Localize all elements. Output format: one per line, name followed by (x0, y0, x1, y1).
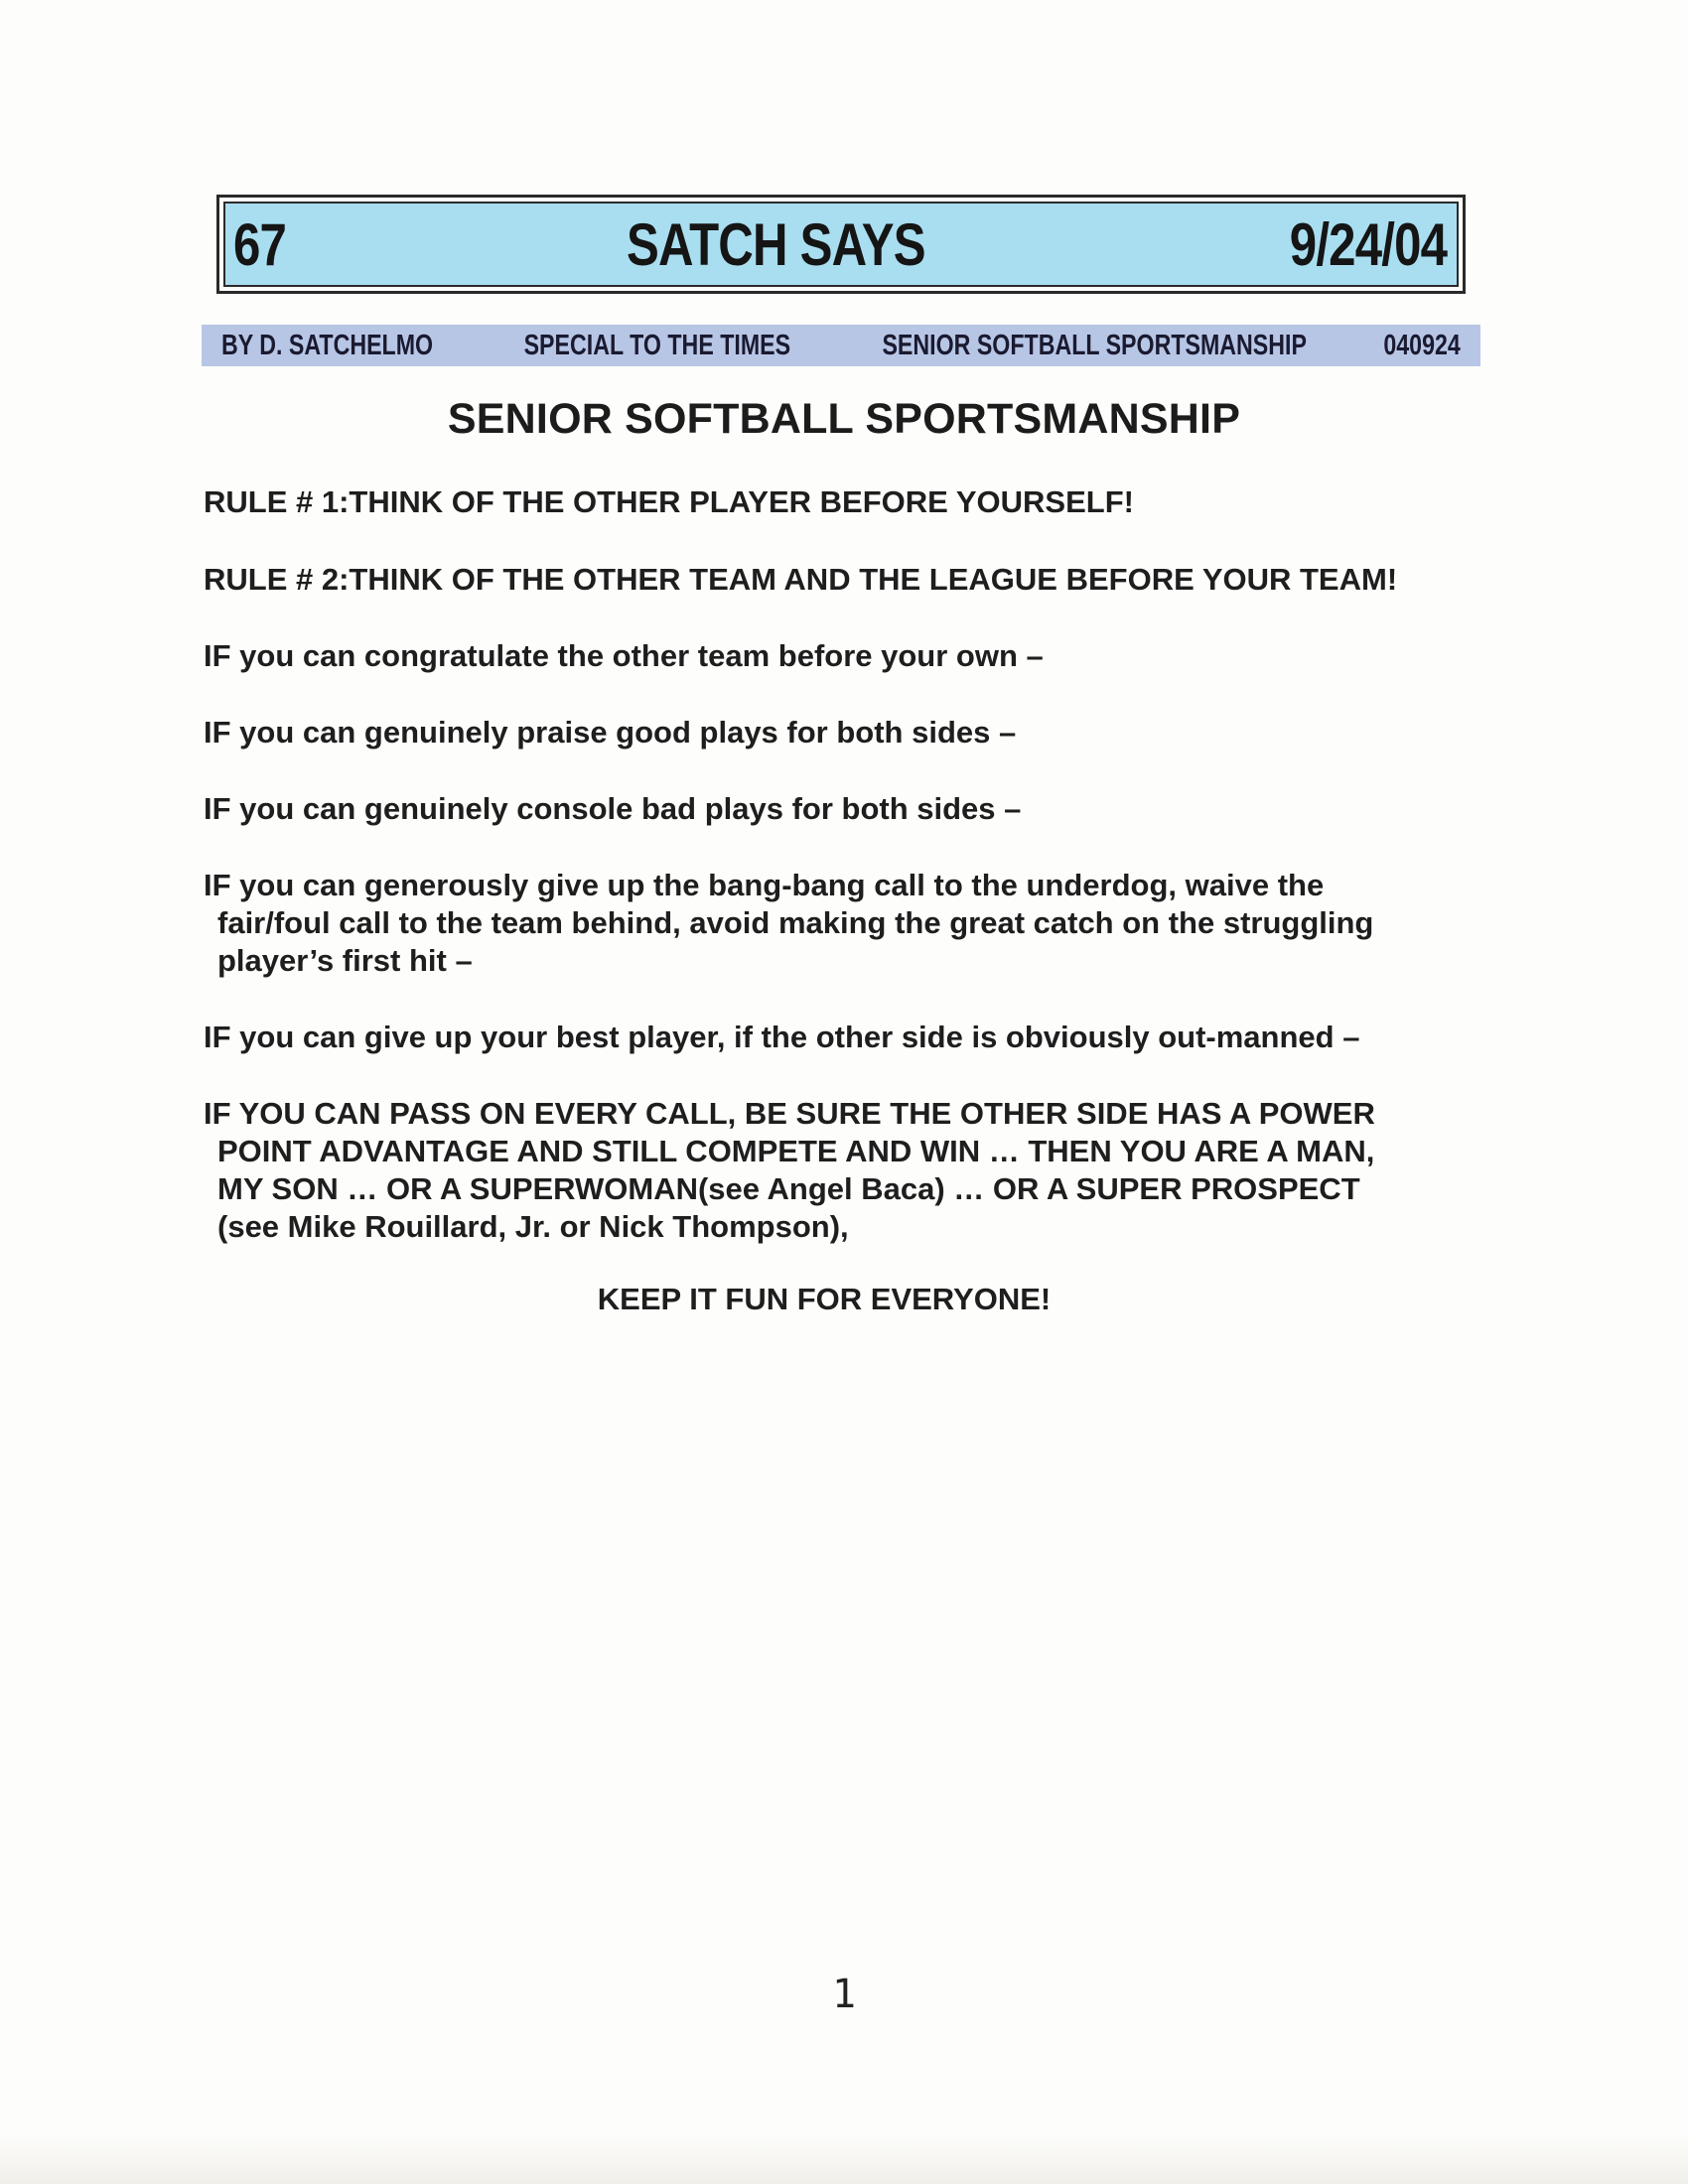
paragraph-line: POINT ADVANTAGE AND STILL COMPETE AND WIN … THEN YOU ARE A MAN, (217, 1134, 1375, 1168)
issue-number: 67 (233, 210, 287, 278)
byline-code: 040924 (1383, 329, 1461, 361)
paragraph-line: player’s first hit – (217, 943, 473, 978)
byline-author: BY D. SATCHELMO (221, 329, 434, 361)
paragraph-line: fair/foul call to the team behind, avoid making the great catch on the struggling (217, 905, 1374, 940)
paragraph-line: (see Mike Rouillard, Jr. or Nick Thompson), (217, 1209, 849, 1244)
paragraph (204, 1019, 1494, 1056)
issue-date: 9/24/04 (1289, 210, 1447, 278)
paragraph (204, 637, 1494, 675)
paragraph-line: IF you can genuinely console bad plays for both sides – (204, 791, 1022, 826)
paragraph-line: MY SON … OR A SUPERWOMAN(see Angel Baca) … OR A SUPER PROSPECT (217, 1171, 1360, 1206)
byline-special: SPECIAL TO THE TIMES (523, 329, 791, 361)
paragraph (204, 790, 1494, 828)
paragraph-line: IF you can give up your best player, if the other side is obviously out-manned – (204, 1020, 1360, 1054)
paragraph (204, 714, 1494, 751)
rule-2: RULE # 2:THINK OF THE OTHER TEAM AND THE LEAGUE BEFORE YOUR TEAM! (204, 562, 1398, 597)
page-number: 1 (831, 1972, 857, 2017)
paragraph (204, 867, 1494, 980)
byline-bar (202, 325, 1480, 366)
rule-1: RULE # 1:THINK OF THE OTHER PLAYER BEFORE YOURSELF! (204, 484, 1134, 519)
paragraph-line: IF you can genuinely praise good plays for both sides – (204, 715, 1017, 750)
article-headline: SENIOR SOFTBALL SPORTSMANSHIP (447, 395, 1241, 443)
paragraph-line: IF YOU CAN PASS ON EVERY CALL, BE SURE THE OTHER SIDE HAS A POWER (204, 1096, 1375, 1131)
paragraph (204, 1095, 1494, 1246)
closing-line: KEEP IT FUN FOR EVERYONE! (597, 1282, 1052, 1316)
column-title: SATCH SAYS (627, 210, 926, 278)
masthead-banner (223, 202, 1459, 287)
paragraph-line: IF you can generously give up the bang-bang call to the underdog, waive the (204, 868, 1325, 902)
scan-edge (0, 2134, 1688, 2184)
paragraph-line: IF you can congratulate the other team before your own – (204, 638, 1044, 673)
byline-topic: SENIOR SOFTBALL SPORTSMANSHIP (882, 329, 1307, 361)
masthead (216, 195, 1466, 294)
